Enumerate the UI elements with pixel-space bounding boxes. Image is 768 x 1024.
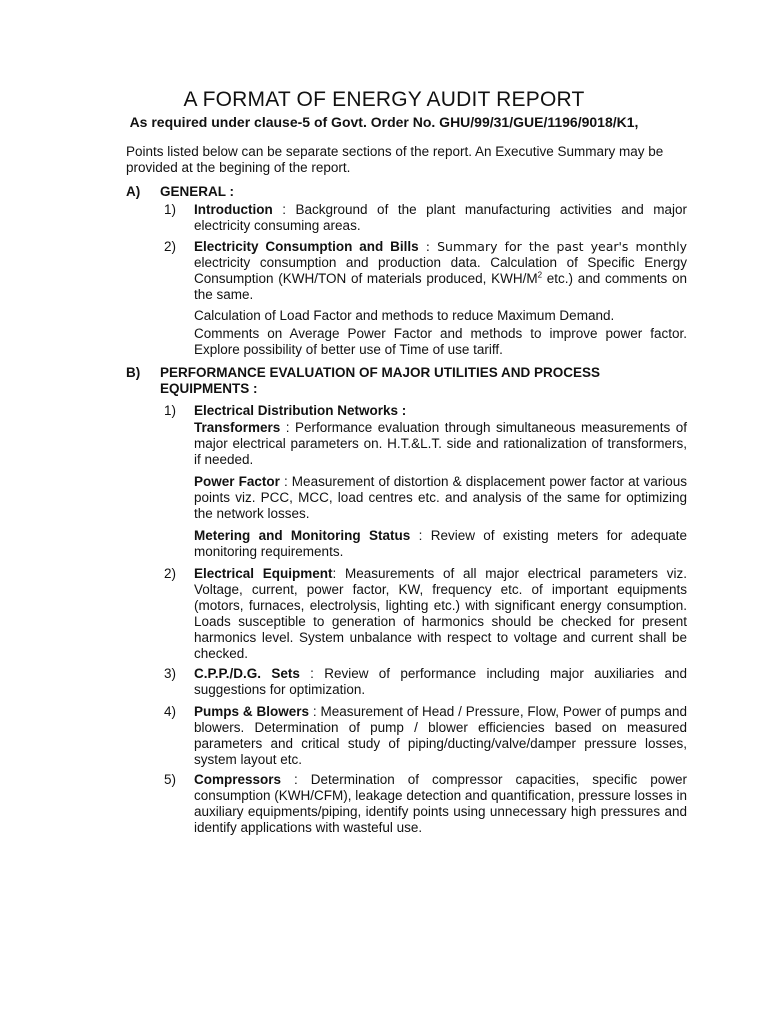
section-a-letter: A) [126,184,141,199]
section-a-heading [126,184,234,200]
transformers-title: Transformers [194,420,281,435]
item-b4-pumps-blowers [194,704,687,768]
item-a2-power-factor: Comments on Average Power Factor and methods to improve power factor. Explore possibility of better use of Time of use tariff. [194,326,687,357]
item-a2-text-end: etc.) and comments on the same. [194,271,687,302]
section-b-heading [126,365,640,397]
item-b3-number: 3) [164,666,177,681]
item-b4-title: Pumps & Blowers [194,704,310,719]
item-b4-number: 4) [164,704,177,719]
power-factor-text: : Measurement of distortion & displacement power factor at various points viz. PCC, MCC, load centres etc. and analysis of the same for optimizing the network losses. [194,474,687,521]
item-a2-number: 2) [164,239,177,254]
item-b1-number: 1) [164,403,177,418]
page-title: A FORMAT OF ENERGY AUDIT REPORT [183,88,585,111]
item-a1-number: 1) [164,202,177,217]
transformers-text: : Performance evaluation through simultaneous measurements of major electrical parameters on. H.T.&L.T. side and rationalization of transformers, if needed. [194,420,687,467]
section-a-title: GENERAL : [160,184,235,199]
item-a1-text: : Background of the plant manufacturing activities and major electricity consuming areas. [194,202,687,233]
item-b2-text: : Measurements of all major electrical parameters viz. Voltage, current, power factor, KW, frequency etc. of important equipments (motors, furnaces, electrolysis, lighting etc.) with significant energy consumption. Loads susceptible to generation of harmonics should be checked for present harmonics level. System unbalance with respect to voltage and current shall be checked. [194,566,687,661]
power-factor-title: Power Factor [194,474,280,489]
item-b5-text: : Determination of compressor capacities, specific power consumption (KWH/CFM), leakage detection and quantification, pressure losses in auxiliary equipments/piping, identify points using unnecessary high pressures and identify applications with wasteful use. [194,772,687,835]
page-subtitle: As required under clause-5 of Govt. Order No. GHU/99/31/GUE/1196/9018/K1, [129,114,639,130]
item-b1-title: Electrical Distribution Networks : [194,403,407,418]
item-b1-metering [194,528,687,560]
item-a2-electricity [194,239,687,303]
item-a2-text-alt: : Summary for the past year's monthly [418,239,687,254]
item-b3-text: : Review of performance including major auxiliaries and suggestions for optimization. [194,666,687,697]
item-b1-transformers [194,420,687,468]
item-b4-text: : Measurement of Head / Pressure, Flow, Power of pumps and blowers. Determination of pump / blower efficiencies based on measured parameters and critical study of piping/ducting/valve/damper pressure losses, system layout etc. [194,704,687,767]
metering-title: Metering and Monitoring Status [194,528,411,543]
item-a2-superscript: 2 [537,270,543,280]
item-a1-title: Introduction [194,202,273,217]
item-a2-title: Electricity Consumption and Bills [194,239,419,254]
item-a1-introduction [194,202,687,234]
item-a2-text: electricity consumption and production data. Calculation of Specific Energy Consumption (KWH/TON of materials produced, KWH/M [194,255,687,286]
section-b-title: PERFORMANCE EVALUATION OF MAJOR UTILITIES AND PROCESS EQUIPMENTS : [160,365,601,396]
item-b2-electrical-equipment [194,566,687,662]
item-a2-load-factor: Calculation of Load Factor and methods to reduce Maximum Demand. [194,308,615,323]
metering-text: : Review of existing meters for adequate monitoring requirements. [194,528,687,559]
item-b5-title: Compressors [194,772,282,787]
intro-paragraph: Points listed below can be separate sections of the report. An Executive Summary may be provided at the begining of the report. [126,144,664,175]
section-b-letter: B) [126,365,141,380]
item-b2-title: Electrical Equipment [194,566,333,581]
item-b3-cpp-dg [194,666,687,698]
item-b3-title: C.P.P./D.G. Sets [194,666,300,681]
item-b5-number: 5) [164,772,177,787]
item-b1-title-line [194,403,687,419]
item-b2-number: 2) [164,566,177,581]
item-b1-power-factor [194,474,687,522]
item-b5-compressors [194,772,687,836]
